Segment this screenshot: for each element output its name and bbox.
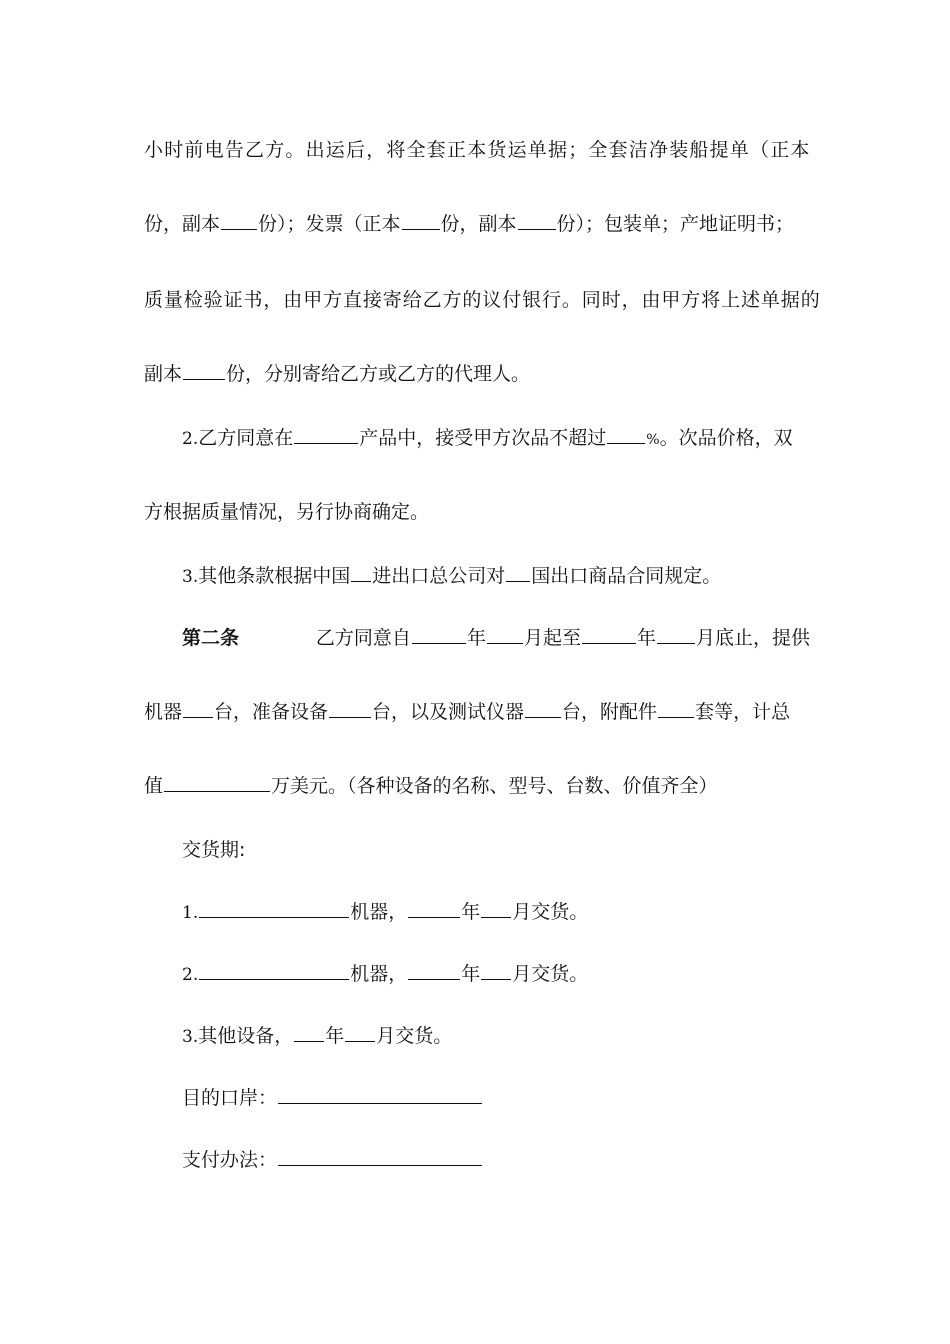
blank-field[interactable] bbox=[294, 1022, 324, 1042]
text: 副本 bbox=[144, 363, 183, 385]
blank-field[interactable] bbox=[518, 210, 556, 230]
blank-field[interactable] bbox=[164, 772, 270, 792]
blank-field[interactable] bbox=[345, 1022, 375, 1042]
blank-field[interactable] bbox=[658, 698, 694, 718]
article-heading: 第二条 bbox=[182, 627, 240, 649]
blank-field[interactable] bbox=[408, 898, 460, 918]
blank-field[interactable] bbox=[412, 624, 466, 644]
blank-field[interactable] bbox=[607, 424, 645, 444]
text: 小时前电告乙方。出运后，将全套正本货运单据；全套洁净装船提单（正本 bbox=[144, 139, 811, 161]
paragraph-line: 机器 台，准备设备 台，以及测试仪器 台，附配件 套等，计总 bbox=[144, 698, 810, 726]
text: 方根据质量情况，另行协商确定。 bbox=[144, 501, 430, 523]
payment-method-line bbox=[182, 1146, 810, 1174]
delivery-item: 3.其他设备， 年 月交货。 bbox=[182, 1022, 810, 1051]
payment-method-field[interactable] bbox=[278, 1146, 482, 1166]
text: 份，副本 份）；发票（正本 份，副本 份）；包装单；产地证明书； bbox=[144, 210, 794, 238]
paragraph-line bbox=[144, 286, 821, 314]
blank-field[interactable] bbox=[351, 562, 371, 582]
blank-field[interactable] bbox=[487, 624, 523, 644]
destination-port-line bbox=[182, 1084, 810, 1112]
blank-field[interactable] bbox=[329, 698, 371, 718]
text: 质量检验证书，由甲方直接寄给乙方的议付银行。同时，由甲方将上述单据的 bbox=[144, 289, 821, 311]
paragraph-line bbox=[144, 360, 810, 388]
list-item-3: 3.其他条款根据中国 进出口总公司对 国出口商品合同规定。 bbox=[182, 562, 810, 591]
blank-field[interactable] bbox=[199, 960, 349, 980]
item-number: 2. bbox=[182, 429, 199, 449]
destination-port-field[interactable] bbox=[278, 1084, 482, 1104]
delivery-item: 2. 机器， 年 月交货。 bbox=[182, 960, 810, 989]
blank-field[interactable] bbox=[221, 210, 257, 230]
blank-field[interactable] bbox=[582, 624, 636, 644]
blank-field[interactable] bbox=[481, 960, 511, 980]
list-item-2: 2.乙方同意在 产品中，接受甲方次品不超过 %。次品价格，双 bbox=[182, 424, 810, 454]
blank-field[interactable] bbox=[481, 898, 511, 918]
blank-field[interactable] bbox=[199, 898, 349, 918]
paragraph-line bbox=[144, 498, 810, 526]
delivery-label: 交货期: bbox=[182, 839, 246, 861]
payment-label: 支付办法： bbox=[182, 1149, 278, 1171]
article-2-heading-line: 第二条 乙方同意自 年 月起至 年 月底止，提供 bbox=[182, 624, 810, 652]
delivery-item: 1. 机器， 年 月交货。 bbox=[182, 898, 810, 927]
destination-label: 目的口岸： bbox=[182, 1087, 278, 1109]
blank-field[interactable] bbox=[183, 698, 213, 718]
blank-field[interactable] bbox=[294, 424, 358, 444]
blank-field[interactable] bbox=[402, 210, 440, 230]
paragraph-line bbox=[144, 210, 810, 238]
paragraph-line: 值 万美元。（各种设备的名称、型号、台数、价值齐全） bbox=[144, 772, 810, 800]
paragraph-line bbox=[144, 136, 810, 164]
text: 份，分别寄给乙方或乙方的代理人。 bbox=[226, 363, 531, 385]
blank-field[interactable] bbox=[408, 960, 460, 980]
item-number: 3. bbox=[182, 567, 199, 587]
blank-field[interactable] bbox=[183, 360, 225, 380]
blank-field[interactable] bbox=[657, 624, 695, 644]
blank-field[interactable] bbox=[525, 698, 561, 718]
blank-field[interactable] bbox=[506, 562, 530, 582]
